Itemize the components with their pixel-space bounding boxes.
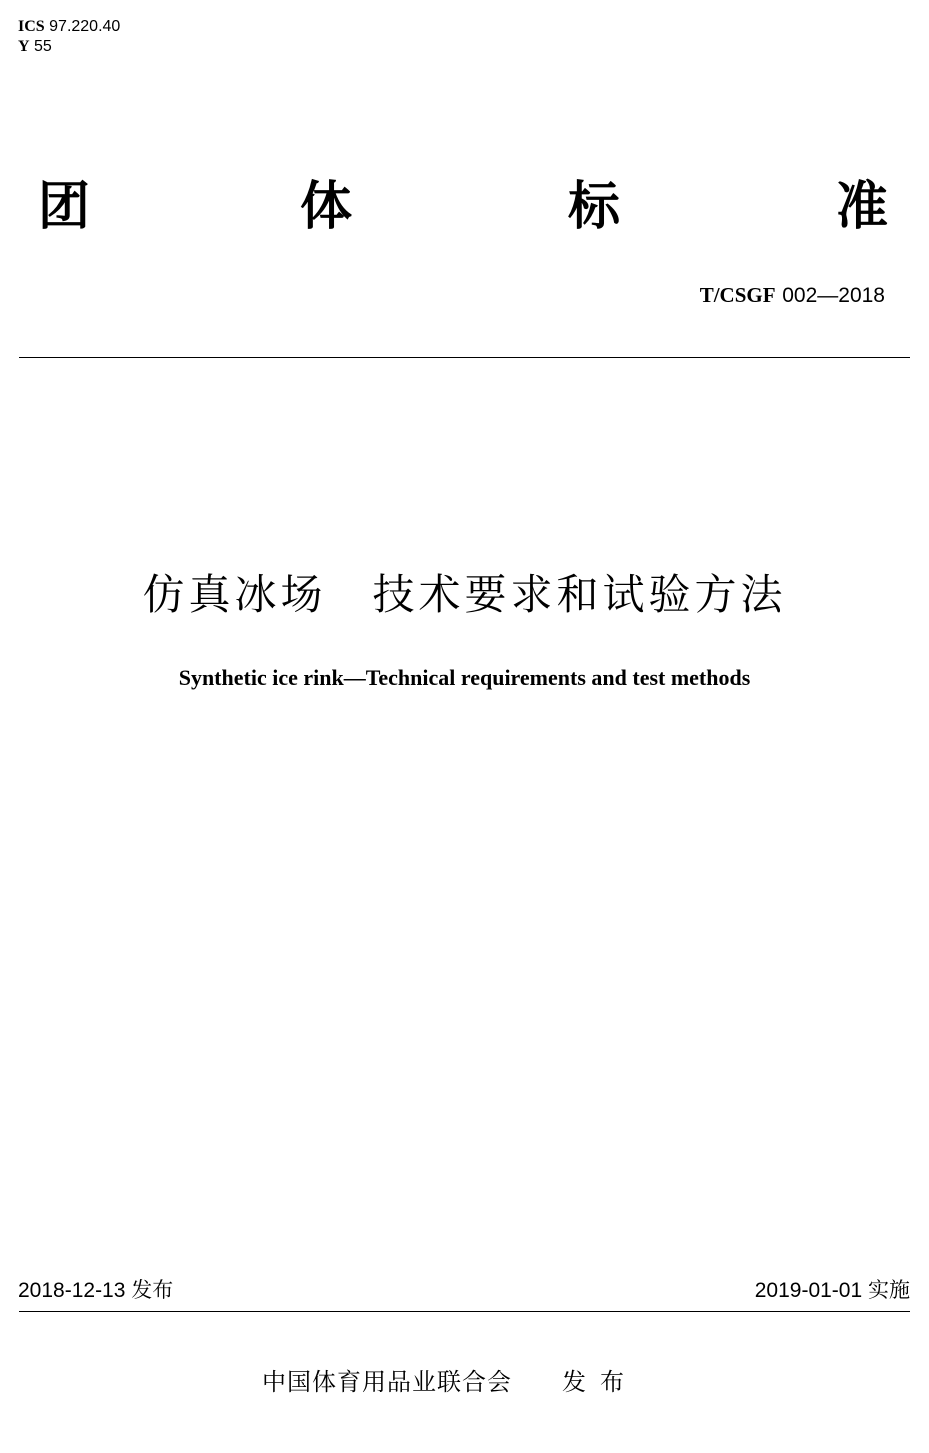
title-chinese — [0, 568, 929, 622]
bottom-divider — [19, 1311, 910, 1312]
ics-code: 97.220.40 — [49, 18, 121, 35]
issued-label: 发布 — [131, 1279, 174, 1302]
standard-type-char-2: 体 — [300, 177, 353, 237]
publisher-name: 中国体育用品业联合会 — [262, 1368, 512, 1396]
publisher-action: 发布 — [562, 1368, 638, 1396]
standard-type-char-1: 团 — [38, 177, 91, 237]
effective-date-line — [755, 1277, 910, 1305]
classification-line — [18, 37, 52, 57]
standard-number-prefix: T/CSGF — [699, 283, 776, 307]
top-divider — [19, 357, 910, 358]
effective-date: 2019-01-01 — [754, 1279, 863, 1302]
standard-type-char-4: 准 — [836, 177, 889, 237]
classification-label: Y — [18, 38, 30, 55]
issued-date: 2018-12-13 — [18, 1279, 126, 1302]
ics-line — [18, 17, 120, 37]
standard-type-char-3: 标 — [568, 177, 621, 237]
title-chinese-part2: 技术要求和试验方法 — [372, 570, 787, 619]
title-chinese-part1: 仿真冰场 — [142, 570, 327, 619]
ics-label: ICS — [18, 18, 45, 35]
publisher-line — [262, 1366, 638, 1398]
classification-code: 55 — [34, 38, 52, 55]
effective-label: 实施 — [868, 1279, 910, 1302]
standard-number — [700, 282, 885, 309]
title-english: Synthetic ice rink—Technical requirements and test methods — [178, 665, 751, 690]
issued-date-line — [18, 1277, 173, 1305]
standard-number-value: 002—2018 — [782, 284, 885, 307]
